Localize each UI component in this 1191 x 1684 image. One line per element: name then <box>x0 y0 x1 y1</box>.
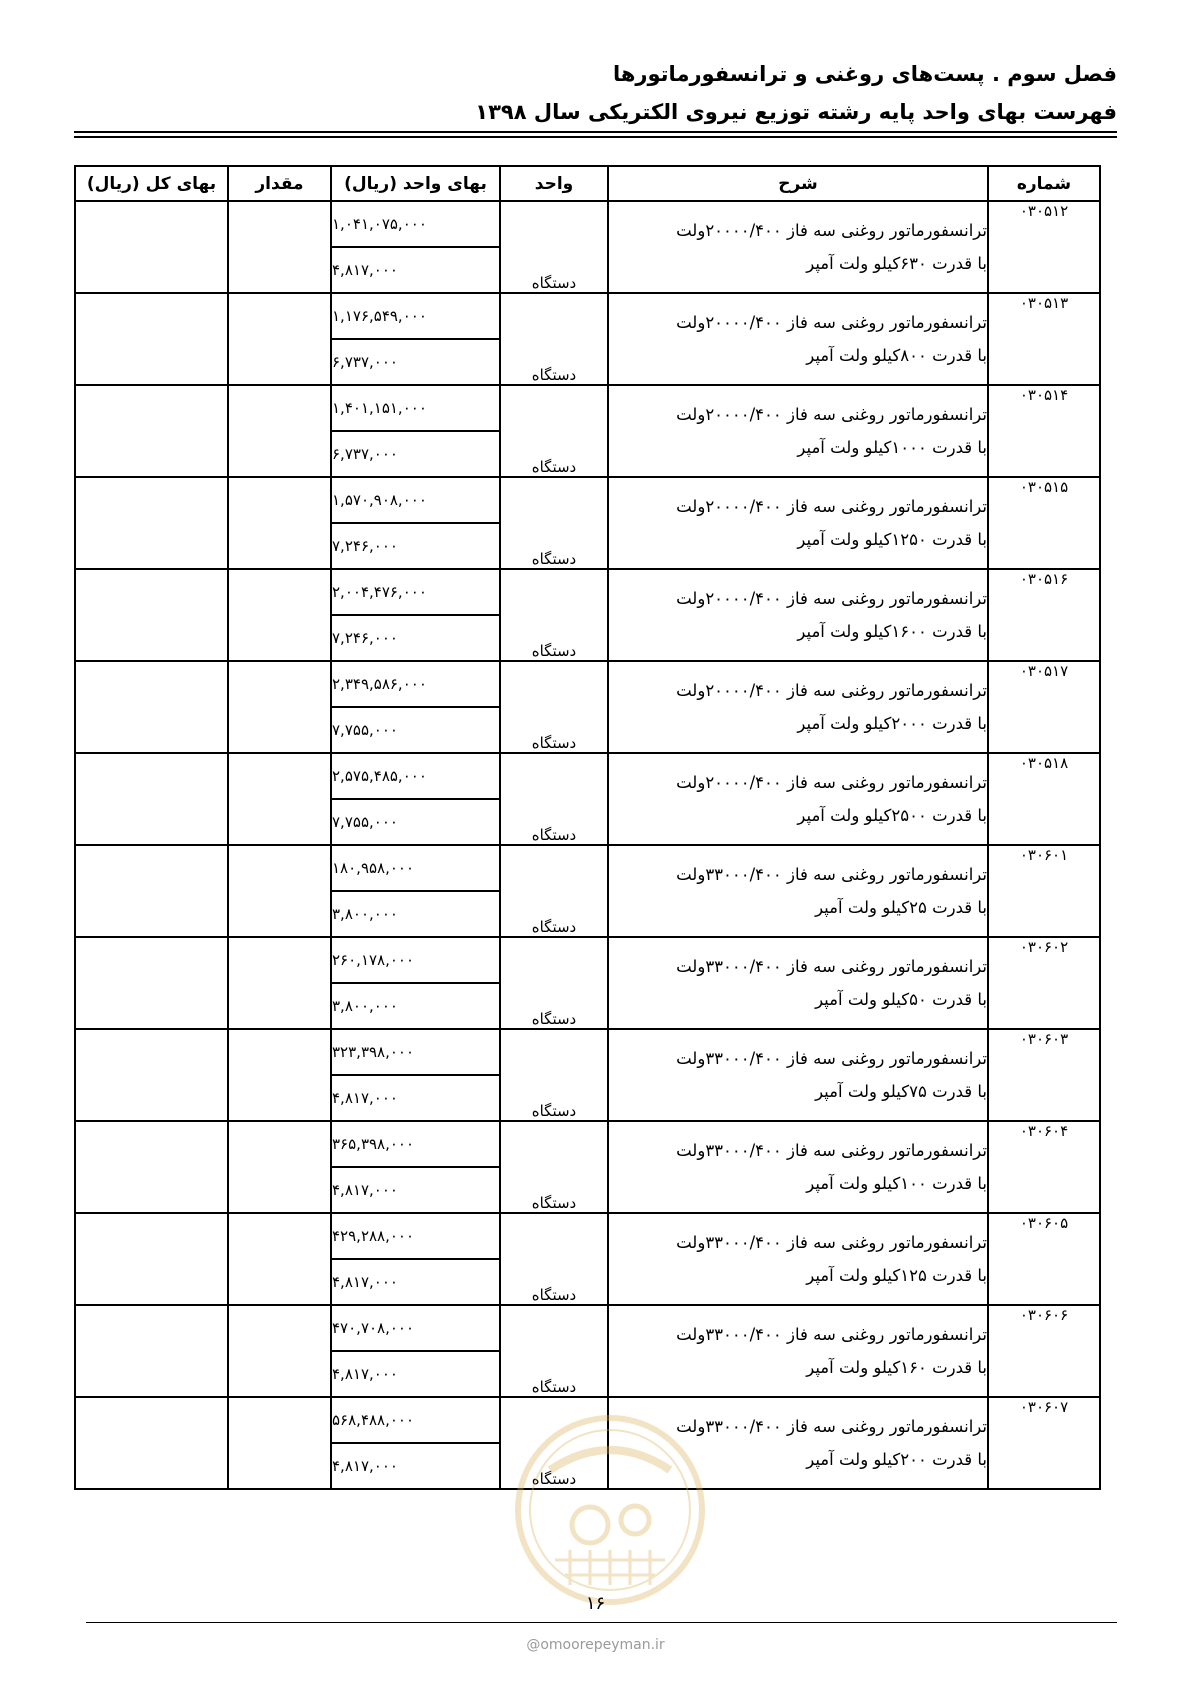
total-price-cell[interactable] <box>75 661 228 753</box>
unit-cell: دستگاه <box>500 293 608 385</box>
unit-price-primary: ۱,۰۴۱,۰۷۵,۰۰۰ <box>331 201 500 247</box>
description-cell <box>608 293 988 385</box>
unit-price-primary: ۱۸۰,۹۵۸,۰۰۰ <box>331 845 500 891</box>
description-line-2: با قدرت ۱۶۰۰کیلو ولت آمپر <box>797 622 987 641</box>
description-line-1: ترانسفورماتور روغنی سه فاز ۳۳۰۰۰/۴۰۰ولت <box>676 1417 987 1436</box>
unit-cell: دستگاه <box>500 753 608 845</box>
item-code: ۰۳۰۶۰۶ <box>988 1305 1100 1397</box>
description-line-1: ترانسفورماتور روغنی سه فاز ۲۰۰۰۰/۴۰۰ولت <box>676 497 987 516</box>
total-price-cell[interactable] <box>75 477 228 569</box>
document-title: فهرست بهای واحد پایه رشته توزیع نیروی الکتریکی سال ۱۳۹۸ <box>475 100 1117 124</box>
unit-price-secondary: ۴,۸۱۷,۰۰۰ <box>331 1075 500 1121</box>
item-code: ۰۳۰۶۰۱ <box>988 845 1100 937</box>
unit-cell: دستگاه <box>500 569 608 661</box>
unit-price-primary: ۱,۱۷۶,۵۴۹,۰۰۰ <box>331 293 500 339</box>
description-cell <box>608 1029 988 1121</box>
table-row <box>75 1213 1100 1259</box>
item-code: ۰۳۰۵۱۴ <box>988 385 1100 477</box>
description-line-2: با قدرت ۱۰۰۰کیلو ولت آمپر <box>797 438 987 457</box>
description-line-1: ترانسفورماتور روغنی سه فاز ۳۳۰۰۰/۴۰۰ولت <box>676 865 987 884</box>
quantity-cell[interactable] <box>228 385 331 477</box>
description-line-1: ترانسفورماتور روغنی سه فاز ۲۰۰۰۰/۴۰۰ولت <box>676 313 987 332</box>
unit-price-primary: ۳۲۳,۳۹۸,۰۰۰ <box>331 1029 500 1075</box>
table-row <box>75 937 1100 983</box>
unit-cell: دستگاه <box>500 477 608 569</box>
unit-price-primary: ۴۷۰,۷۰۸,۰۰۰ <box>331 1305 500 1351</box>
description-cell <box>608 661 988 753</box>
description-line-1: ترانسفورماتور روغنی سه فاز ۲۰۰۰۰/۴۰۰ولت <box>676 405 987 424</box>
description-line-1: ترانسفورماتور روغنی سه فاز ۳۳۰۰۰/۴۰۰ولت <box>676 1325 987 1344</box>
description-line-2: با قدرت ۸۰۰کیلو ولت آمپر <box>806 346 987 365</box>
description-line-2: با قدرت ۱۶۰کیلو ولت آمپر <box>806 1358 987 1377</box>
item-code: ۰۳۰۶۰۳ <box>988 1029 1100 1121</box>
item-code: ۰۳۰۶۰۵ <box>988 1213 1100 1305</box>
table-row <box>75 385 1100 431</box>
quantity-cell[interactable] <box>228 1213 331 1305</box>
unit-price-secondary: ۷,۲۴۶,۰۰۰ <box>331 615 500 661</box>
description-cell <box>608 1305 988 1397</box>
quantity-cell[interactable] <box>228 937 331 1029</box>
description-cell <box>608 937 988 1029</box>
item-code: ۰۳۰۵۱۲ <box>988 201 1100 293</box>
website-watermark: @omoorepeyman.ir <box>526 1637 665 1653</box>
quantity-cell[interactable] <box>228 1121 331 1213</box>
table-row <box>75 1305 1100 1351</box>
quantity-cell[interactable] <box>228 477 331 569</box>
description-line-2: با قدرت ۲۰۰۰کیلو ولت آمپر <box>797 714 987 733</box>
unit-price-secondary: ۶,۷۳۷,۰۰۰ <box>331 431 500 477</box>
header-rule-bottom <box>74 136 1117 138</box>
footer-rule <box>86 1622 1117 1623</box>
item-code: ۰۳۰۶۰۴ <box>988 1121 1100 1213</box>
item-code: ۰۳۰۵۱۸ <box>988 753 1100 845</box>
unit-price-primary: ۱,۵۷۰,۹۰۸,۰۰۰ <box>331 477 500 523</box>
unit-price-secondary: ۴,۸۱۷,۰۰۰ <box>331 1351 500 1397</box>
col-header-description: شرح <box>608 166 988 201</box>
description-line-2: با قدرت ۷۵کیلو ولت آمپر <box>815 1082 987 1101</box>
description-cell <box>608 477 988 569</box>
unit-price-secondary: ۴,۸۱۷,۰۰۰ <box>331 1443 500 1489</box>
total-price-cell[interactable] <box>75 845 228 937</box>
total-price-cell[interactable] <box>75 1397 228 1489</box>
table-row <box>75 1029 1100 1075</box>
table-row <box>75 845 1100 891</box>
total-price-cell[interactable] <box>75 937 228 1029</box>
item-code: ۰۳۰۶۰۲ <box>988 937 1100 1029</box>
total-price-cell[interactable] <box>75 385 228 477</box>
table-row <box>75 569 1100 615</box>
description-line-2: با قدرت ۵۰کیلو ولت آمپر <box>815 990 987 1009</box>
col-header-code: شماره <box>988 166 1100 201</box>
description-cell <box>608 1121 988 1213</box>
total-price-cell[interactable] <box>75 569 228 661</box>
unit-cell: دستگاه <box>500 937 608 1029</box>
col-header-unit: واحد <box>500 166 608 201</box>
description-line-2: با قدرت ۱۰۰کیلو ولت آمپر <box>806 1174 987 1193</box>
description-line-2: با قدرت ۲۵۰۰کیلو ولت آمپر <box>797 806 987 825</box>
item-code: ۰۳۰۵۱۵ <box>988 477 1100 569</box>
table-row <box>75 661 1100 707</box>
unit-price-primary: ۱,۴۰۱,۱۵۱,۰۰۰ <box>331 385 500 431</box>
table-row <box>75 1121 1100 1167</box>
chapter-heading: فصل سوم . پست‌های روغنی و ترانسفورماتورها <box>612 62 1117 86</box>
total-price-cell[interactable] <box>75 753 228 845</box>
description-line-2: با قدرت ۱۲۵۰کیلو ولت آمپر <box>797 530 987 549</box>
description-cell <box>608 1213 988 1305</box>
unit-price-secondary: ۴,۸۱۷,۰۰۰ <box>331 247 500 293</box>
total-price-cell[interactable] <box>75 293 228 385</box>
description-cell <box>608 201 988 293</box>
unit-price-primary: ۴۲۹,۲۸۸,۰۰۰ <box>331 1213 500 1259</box>
unit-price-secondary: ۳,۸۰۰,۰۰۰ <box>331 891 500 937</box>
unit-price-secondary: ۷,۲۴۶,۰۰۰ <box>331 523 500 569</box>
description-cell <box>608 569 988 661</box>
col-header-quantity: مقدار <box>228 166 331 201</box>
total-price-cell[interactable] <box>75 1121 228 1213</box>
unit-cell: دستگاه <box>500 385 608 477</box>
total-price-cell[interactable] <box>75 1213 228 1305</box>
unit-price-secondary: ۴,۸۱۷,۰۰۰ <box>331 1259 500 1305</box>
header-rule-top <box>74 131 1117 133</box>
quantity-cell[interactable] <box>228 569 331 661</box>
description-line-2: با قدرت ۶۳۰کیلو ولت آمپر <box>806 254 987 273</box>
unit-cell: دستگاه <box>500 1121 608 1213</box>
unit-cell: دستگاه <box>500 1305 608 1397</box>
item-code: ۰۳۰۵۱۳ <box>988 293 1100 385</box>
unit-cell: دستگاه <box>500 1029 608 1121</box>
quantity-cell[interactable] <box>228 201 331 293</box>
unit-price-primary: ۳۶۵,۳۹۸,۰۰۰ <box>331 1121 500 1167</box>
unit-price-primary: ۲,۰۰۴,۴۷۶,۰۰۰ <box>331 569 500 615</box>
unit-cell: دستگاه <box>500 1397 608 1489</box>
table-row <box>75 293 1100 339</box>
item-code: ۰۳۰۵۱۶ <box>988 569 1100 661</box>
quantity-cell[interactable] <box>228 293 331 385</box>
description-cell <box>608 385 988 477</box>
unit-price-secondary: ۷,۷۵۵,۰۰۰ <box>331 799 500 845</box>
quantity-cell[interactable] <box>228 1397 331 1489</box>
unit-price-primary: ۲۶۰,۱۷۸,۰۰۰ <box>331 937 500 983</box>
unit-cell: دستگاه <box>500 201 608 293</box>
unit-price-primary: ۲,۵۷۵,۴۸۵,۰۰۰ <box>331 753 500 799</box>
unit-cell: دستگاه <box>500 845 608 937</box>
col-header-total-price: بهای کل (ریال) <box>75 166 228 201</box>
table-header-row <box>75 166 1100 201</box>
description-line-1: ترانسفورماتور روغنی سه فاز ۲۰۰۰۰/۴۰۰ولت <box>676 773 987 792</box>
quantity-cell[interactable] <box>228 1305 331 1397</box>
description-cell <box>608 845 988 937</box>
unit-price-secondary: ۴,۸۱۷,۰۰۰ <box>331 1167 500 1213</box>
description-line-2: با قدرت ۲۰۰کیلو ولت آمپر <box>806 1450 987 1469</box>
unit-price-secondary: ۶,۷۳۷,۰۰۰ <box>331 339 500 385</box>
quantity-cell[interactable] <box>228 1029 331 1121</box>
description-line-1: ترانسفورماتور روغنی سه فاز ۳۳۰۰۰/۴۰۰ولت <box>676 1049 987 1068</box>
total-price-cell[interactable] <box>75 1305 228 1397</box>
price-list-table <box>74 165 1101 1490</box>
total-price-cell[interactable] <box>75 1029 228 1121</box>
unit-price-primary: ۲,۳۴۹,۵۸۶,۰۰۰ <box>331 661 500 707</box>
total-price-cell[interactable] <box>75 201 228 293</box>
description-line-1: ترانسفورماتور روغنی سه فاز ۳۳۰۰۰/۴۰۰ولت <box>676 957 987 976</box>
col-header-unit-price: بهای واحد (ریال) <box>331 166 500 201</box>
table-row <box>75 753 1100 799</box>
unit-cell: دستگاه <box>500 1213 608 1305</box>
item-code: ۰۳۰۶۰۷ <box>988 1397 1100 1489</box>
unit-cell: دستگاه <box>500 661 608 753</box>
description-line-1: ترانسفورماتور روغنی سه فاز ۳۳۰۰۰/۴۰۰ولت <box>676 1141 987 1160</box>
description-line-1: ترانسفورماتور روغنی سه فاز ۳۳۰۰۰/۴۰۰ولت <box>676 1233 987 1252</box>
description-line-1: ترانسفورماتور روغنی سه فاز ۲۰۰۰۰/۴۰۰ولت <box>676 221 987 240</box>
unit-price-secondary: ۳,۸۰۰,۰۰۰ <box>331 983 500 1029</box>
unit-price-primary: ۵۶۸,۴۸۸,۰۰۰ <box>331 1397 500 1443</box>
description-line-2: با قدرت ۱۲۵کیلو ولت آمپر <box>806 1266 987 1285</box>
page-number: ۱۶ <box>585 1593 606 1614</box>
quantity-cell[interactable] <box>228 845 331 937</box>
table-row <box>75 201 1100 247</box>
description-cell <box>608 753 988 845</box>
table-row <box>75 477 1100 523</box>
gear-seal-logo-icon <box>510 1410 710 1610</box>
description-line-1: ترانسفورماتور روغنی سه فاز ۲۰۰۰۰/۴۰۰ولت <box>676 589 987 608</box>
description-line-1: ترانسفورماتور روغنی سه فاز ۲۰۰۰۰/۴۰۰ولت <box>676 681 987 700</box>
unit-price-secondary: ۷,۷۵۵,۰۰۰ <box>331 707 500 753</box>
quantity-cell[interactable] <box>228 661 331 753</box>
item-code: ۰۳۰۵۱۷ <box>988 661 1100 753</box>
description-line-2: با قدرت ۲۵کیلو ولت آمپر <box>815 898 987 917</box>
quantity-cell[interactable] <box>228 753 331 845</box>
